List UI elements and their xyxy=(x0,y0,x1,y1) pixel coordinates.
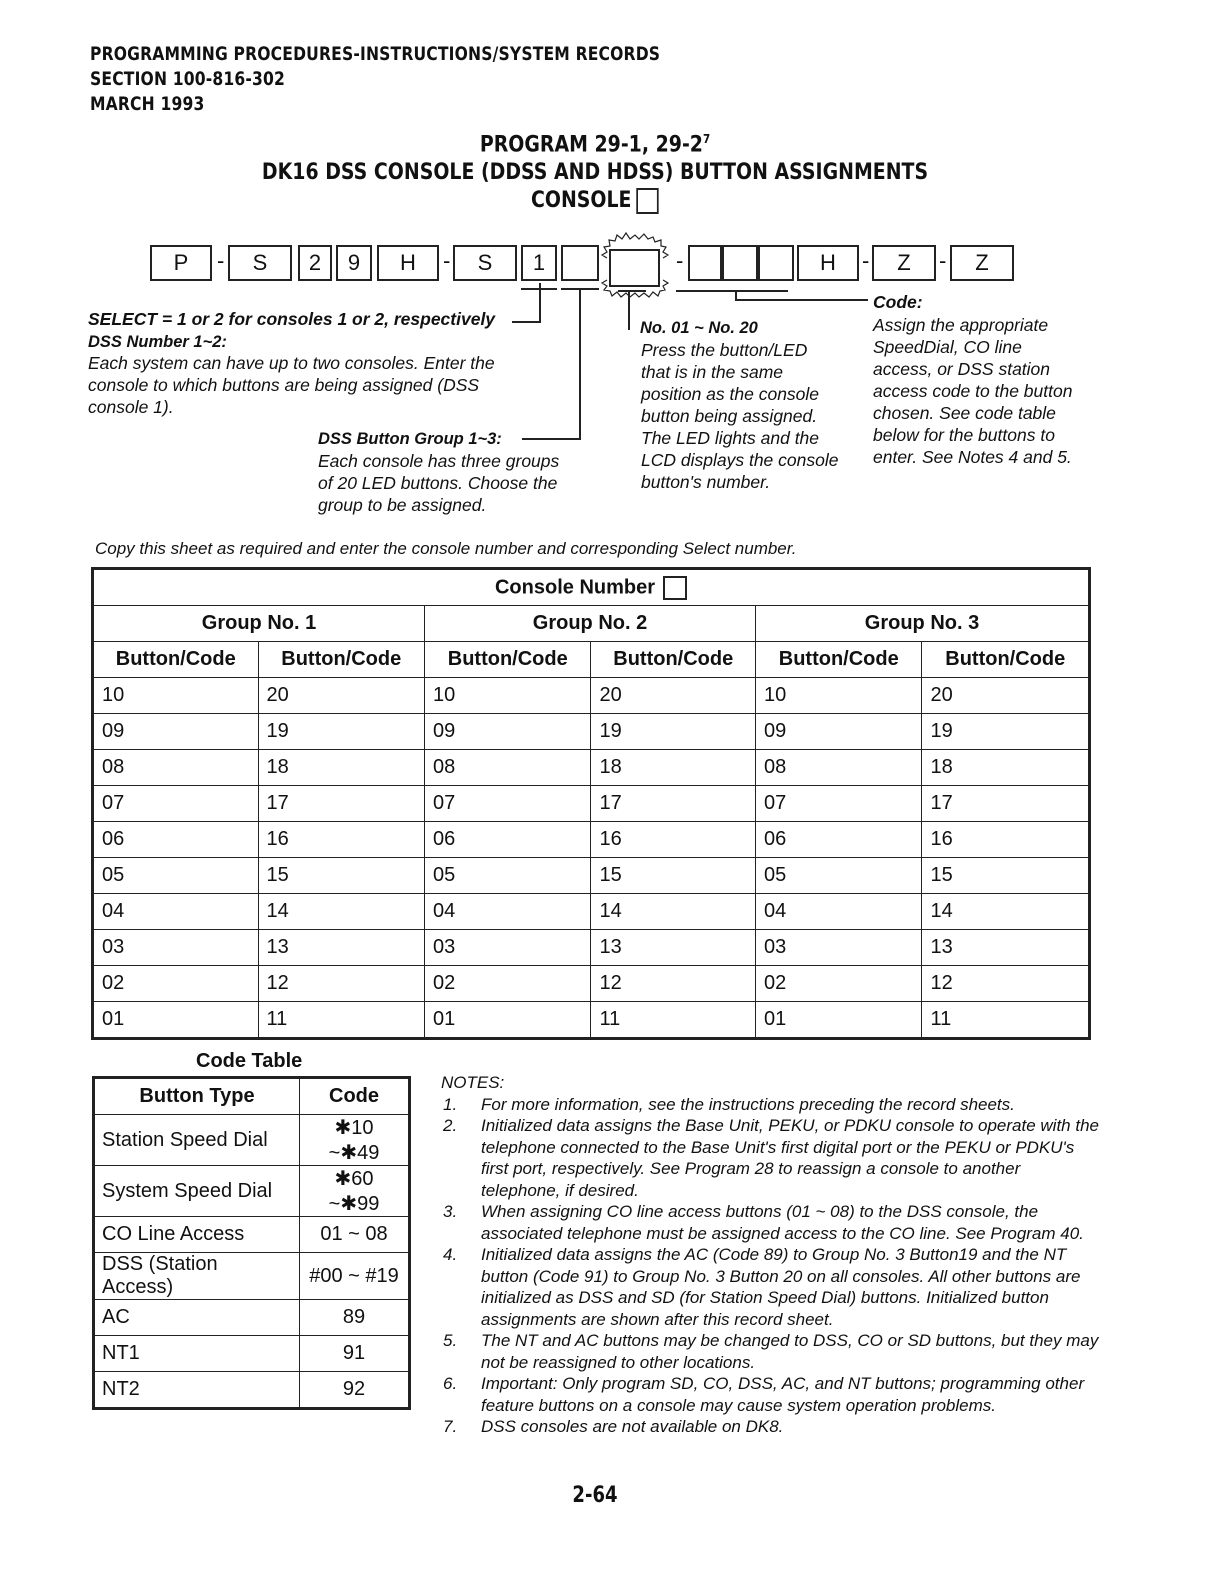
button-code-cell[interactable]: 08 xyxy=(756,750,922,786)
code-cell: S xyxy=(228,245,292,281)
code-table-body xyxy=(94,1115,410,1409)
note-number: 5. xyxy=(443,1331,458,1350)
title-superscript: 7 xyxy=(702,132,711,146)
code-dash: - xyxy=(939,248,947,273)
button-code-cell[interactable]: 08 xyxy=(425,750,591,786)
notes-list xyxy=(441,1094,1101,1438)
button-code-cell[interactable]: 20 xyxy=(922,678,1090,714)
code-cell: S xyxy=(453,245,517,281)
code-cell: 89 xyxy=(300,1300,410,1336)
button-code-cell[interactable]: 10 xyxy=(756,678,922,714)
table-row xyxy=(93,930,1090,966)
notes-title: NOTES: xyxy=(441,1073,505,1092)
button-code-cell[interactable]: 15 xyxy=(922,858,1090,894)
button-code-cell[interactable]: 11 xyxy=(258,1002,424,1039)
note-text: The NT and AC buttons may be changed to DSS, CO or SD buttons, but they may not be reassigned to other locations. xyxy=(481,1331,1099,1372)
note-item xyxy=(441,1201,1101,1244)
button-code-cell[interactable]: 19 xyxy=(258,714,424,750)
table-row xyxy=(93,822,1090,858)
note-text: Important: Only program SD, CO, DSS, AC, and NT buttons; programming other feature buttons on a console may cause system operation problems. xyxy=(481,1374,1085,1415)
button-code-cell[interactable]: 03 xyxy=(93,930,259,966)
table-row xyxy=(94,1166,410,1217)
code-cell: ✱60 ~✱99 xyxy=(300,1166,410,1217)
button-code-cell[interactable]: 09 xyxy=(756,714,922,750)
note-item xyxy=(441,1094,1101,1116)
button-code-cell[interactable]: 18 xyxy=(922,750,1090,786)
table-row xyxy=(94,1253,410,1300)
leader-line xyxy=(628,290,630,330)
note-text: For more information, see the instructions preceding the record sheets. xyxy=(481,1094,1015,1114)
table-row xyxy=(93,966,1090,1002)
button-code-cell[interactable]: 17 xyxy=(591,786,756,822)
code-dash: - xyxy=(862,248,870,273)
button-code-cell[interactable]: 18 xyxy=(591,750,756,786)
button-number-text: Press the button/LED that is in the same position as the console button being assigned. The LED lights and the LCD displays the console button's number. xyxy=(641,340,839,492)
led-starburst-icon xyxy=(595,228,675,298)
button-code-cell[interactable]: 06 xyxy=(93,822,259,858)
note-number: 7. xyxy=(443,1417,458,1436)
code-dash: - xyxy=(676,248,684,273)
note-number: 3. xyxy=(443,1202,458,1221)
button-code-cell[interactable]: 12 xyxy=(922,966,1090,1002)
leader-line xyxy=(735,299,868,301)
column-header: Button/Code xyxy=(756,642,922,678)
button-code-cell[interactable]: 13 xyxy=(258,930,424,966)
leader-line xyxy=(676,290,788,292)
table-row xyxy=(93,786,1090,822)
code-cell: #00 ~ #19 xyxy=(300,1253,410,1300)
select-annotation: SELECT = 1 or 2 for consoles 1 or 2, respectively xyxy=(88,309,496,329)
column-header: Button/Code xyxy=(258,642,424,678)
button-code-cell[interactable]: 13 xyxy=(591,930,756,966)
button-code-cell[interactable]: 14 xyxy=(258,894,424,930)
button-code-cell[interactable]: 07 xyxy=(93,786,259,822)
button-code-cell[interactable]: 03 xyxy=(425,930,591,966)
button-code-cell[interactable]: 02 xyxy=(756,966,922,1002)
table-row xyxy=(93,1002,1090,1039)
button-code-cell[interactable]: 12 xyxy=(591,966,756,1002)
console-label: CONSOLE xyxy=(83,188,1106,214)
page-number: 2-64 xyxy=(572,1483,618,1508)
table-row xyxy=(94,1300,410,1336)
leader-line xyxy=(512,321,541,323)
code-table-header: Button Type xyxy=(94,1078,300,1115)
note-number: 4. xyxy=(443,1245,458,1264)
note-number: 2. xyxy=(443,1116,458,1135)
code-table-title: Code Table xyxy=(196,1050,303,1072)
leader-line xyxy=(522,438,581,440)
button-code-cell[interactable]: 06 xyxy=(425,822,591,858)
button-code-cell[interactable]: 05 xyxy=(425,858,591,894)
table-row xyxy=(94,1372,410,1409)
code-cell: 92 xyxy=(300,1372,410,1409)
code-cell: Z xyxy=(872,245,936,281)
button-code-cell[interactable]: 01 xyxy=(756,1002,922,1039)
button-code-cell[interactable]: 14 xyxy=(922,894,1090,930)
header-line-2: SECTION 100-816-302 xyxy=(90,68,286,90)
console-number-header: Console Number xyxy=(93,569,1090,606)
table-row xyxy=(94,1115,410,1166)
code-table xyxy=(92,1076,411,1410)
column-header: Button/Code xyxy=(425,642,591,678)
button-code-cell[interactable]: 02 xyxy=(425,966,591,1002)
header-line-1: PROGRAMMING PROCEDURES-INSTRUCTIONS/SYSTEM RECORDS xyxy=(90,43,661,65)
column-header: Button/Code xyxy=(922,642,1090,678)
button-code-cell[interactable]: 14 xyxy=(591,894,756,930)
button-code-cell[interactable]: 19 xyxy=(591,714,756,750)
button-code-cell[interactable]: 04 xyxy=(93,894,259,930)
button-code-cell[interactable]: 18 xyxy=(258,750,424,786)
code-cell-select[interactable] xyxy=(561,245,599,281)
table-row xyxy=(93,714,1090,750)
code-cell: 9 xyxy=(336,245,372,281)
button-code-cell[interactable]: 01 xyxy=(425,1002,591,1039)
code-cell: H xyxy=(797,245,859,281)
button-type-cell: CO Line Access xyxy=(94,1217,300,1253)
column-header: Button/Code xyxy=(93,642,259,678)
group-header: Group No. 2 xyxy=(425,606,756,642)
button-code-cell[interactable]: 17 xyxy=(922,786,1090,822)
button-code-cell[interactable]: 16 xyxy=(258,822,424,858)
button-code-cell[interactable]: 20 xyxy=(591,678,756,714)
button-code-cell[interactable]: 19 xyxy=(922,714,1090,750)
leader-line xyxy=(521,288,557,290)
note-text: Initialized data assigns the Base Unit, PEKU, or PDKU console to operate with the telephone connected to the Base Unit's first digital port or the PEKU or PDKU's first port, respectively. See Program 28 to reassign a console to another telephone, if desired. xyxy=(481,1116,1099,1200)
button-code-cell[interactable]: 04 xyxy=(425,894,591,930)
button-code-cell[interactable]: 10 xyxy=(93,678,259,714)
program-title: PROGRAM 29-1, $29-2^7$ xyxy=(479,132,711,158)
note-item xyxy=(441,1330,1101,1373)
button-code-cell[interactable]: 03 xyxy=(756,930,922,966)
button-code-cell[interactable]: 01 xyxy=(93,1002,259,1039)
note-item xyxy=(441,1244,1101,1330)
code-label: Code: xyxy=(873,292,923,312)
code-text: Assign the appropriate SpeedDial, CO line access, or DSS station access code to the button chosen. See code table below for the buttons to enter. See Notes 4 and 5. xyxy=(873,315,1073,467)
table-row xyxy=(93,858,1090,894)
button-code-cell[interactable]: 17 xyxy=(258,786,424,822)
code-dash: - xyxy=(217,248,225,273)
code-dash: - xyxy=(443,248,451,273)
dss-group-label: DSS Button Group 1~3: xyxy=(318,430,502,448)
note-item xyxy=(441,1373,1101,1416)
button-code-cell[interactable]: 15 xyxy=(591,858,756,894)
code-cell: 1 xyxy=(521,245,557,281)
button-code-cell[interactable]: 05 xyxy=(93,858,259,894)
button-code-cell[interactable]: 09 xyxy=(425,714,591,750)
console-checkbox[interactable] xyxy=(637,188,659,214)
table-row xyxy=(93,678,1090,714)
leader-line xyxy=(618,290,646,292)
button-code-cell[interactable]: 10 xyxy=(425,678,591,714)
button-code-cell[interactable]: 13 xyxy=(922,930,1090,966)
code-cell: ✱10 ~✱49 xyxy=(300,1115,410,1166)
table-row xyxy=(93,894,1090,930)
button-code-cell[interactable]: 12 xyxy=(258,966,424,1002)
code-cell: P xyxy=(150,245,212,281)
leader-line xyxy=(579,288,581,440)
code-cell[interactable] xyxy=(688,245,722,281)
button-code-cell[interactable]: 16 xyxy=(591,822,756,858)
code-cell[interactable] xyxy=(758,245,794,281)
console-number-box[interactable] xyxy=(663,576,687,600)
code-cell: 91 xyxy=(300,1336,410,1372)
button-code-cell[interactable]: 08 xyxy=(93,750,259,786)
button-code-cell[interactable]: 07 xyxy=(756,786,922,822)
button-code-cell[interactable]: 04 xyxy=(756,894,922,930)
code-cell: H xyxy=(377,245,439,281)
dss-number-text: Each system can have up to two consoles. Enter the console to which buttons are being assigned (DSS console 1). xyxy=(88,353,495,417)
code-cell: 01 ~ 08 xyxy=(300,1217,410,1253)
note-text: When assigning CO line access buttons (01 ~ 08) to the DSS console, the associated telephone must be assigned access to the CO line. See Program 40. xyxy=(481,1202,1084,1243)
code-cell: 2 xyxy=(298,245,332,281)
button-code-cell[interactable]: 20 xyxy=(258,678,424,714)
table-row xyxy=(94,1336,410,1372)
button-type-cell: System Speed Dial xyxy=(94,1166,300,1217)
note-item xyxy=(441,1416,1101,1438)
button-code-cell[interactable]: 11 xyxy=(591,1002,756,1039)
console-title: DK16 DSS CONSOLE (DDSS AND HDSS) BUTTON ASSIGNMENTS xyxy=(261,160,929,185)
console-table-body xyxy=(93,678,1090,1039)
code-cell: Z xyxy=(950,245,1014,281)
table-row xyxy=(94,1217,410,1253)
dss-number-label: DSS Number 1~2: xyxy=(88,333,227,351)
button-number-label: No. 01 ~ No. 20 xyxy=(640,319,758,337)
button-code-cell[interactable]: 09 xyxy=(93,714,259,750)
console-table xyxy=(91,567,1091,1040)
note-number: 6. xyxy=(443,1374,458,1393)
button-code-cell[interactable]: 06 xyxy=(756,822,922,858)
button-code-cell[interactable]: 07 xyxy=(425,786,591,822)
button-type-cell: Station Speed Dial xyxy=(94,1115,300,1166)
button-code-cell[interactable]: 02 xyxy=(93,966,259,1002)
table-row xyxy=(93,750,1090,786)
note-number: 1. xyxy=(443,1094,458,1114)
code-cell[interactable] xyxy=(722,245,758,281)
button-type-cell: AC xyxy=(94,1300,300,1336)
button-type-cell: NT2 xyxy=(94,1372,300,1409)
note-text: DSS consoles are not available on DK8. xyxy=(481,1417,784,1436)
button-code-cell[interactable]: 16 xyxy=(922,822,1090,858)
header-line-3: MARCH 1993 xyxy=(90,93,205,115)
document-header xyxy=(90,42,660,117)
copy-instruction: Copy this sheet as required and enter the console number and corresponding Select number. xyxy=(95,539,797,558)
button-code-cell[interactable]: 11 xyxy=(922,1002,1090,1039)
note-text: Initialized data assigns the AC (Code 89) to Group No. 3 Button19 and the NT button (Code 91) to Group No. 3 Button 20 on all consoles. All other buttons are initialized as DSS and SD (for Station Speed Dial) buttons. Initialized button assignments are shown after this record sheet. xyxy=(481,1245,1081,1329)
group-header: Group No. 1 xyxy=(93,606,425,642)
code-table-header: Code xyxy=(300,1078,410,1115)
note-item xyxy=(441,1115,1101,1201)
button-type-cell: NT1 xyxy=(94,1336,300,1372)
dss-group-text: Each console has three groups of 20 LED buttons. Choose the group to be assigned. xyxy=(318,451,560,515)
button-code-cell[interactable]: 15 xyxy=(258,858,424,894)
button-type-cell: DSS (Station Access) xyxy=(94,1253,300,1300)
column-header: Button/Code xyxy=(591,642,756,678)
button-code-cell[interactable]: 05 xyxy=(756,858,922,894)
group-header: Group No. 3 xyxy=(756,606,1090,642)
notes-section xyxy=(441,1072,1101,1438)
